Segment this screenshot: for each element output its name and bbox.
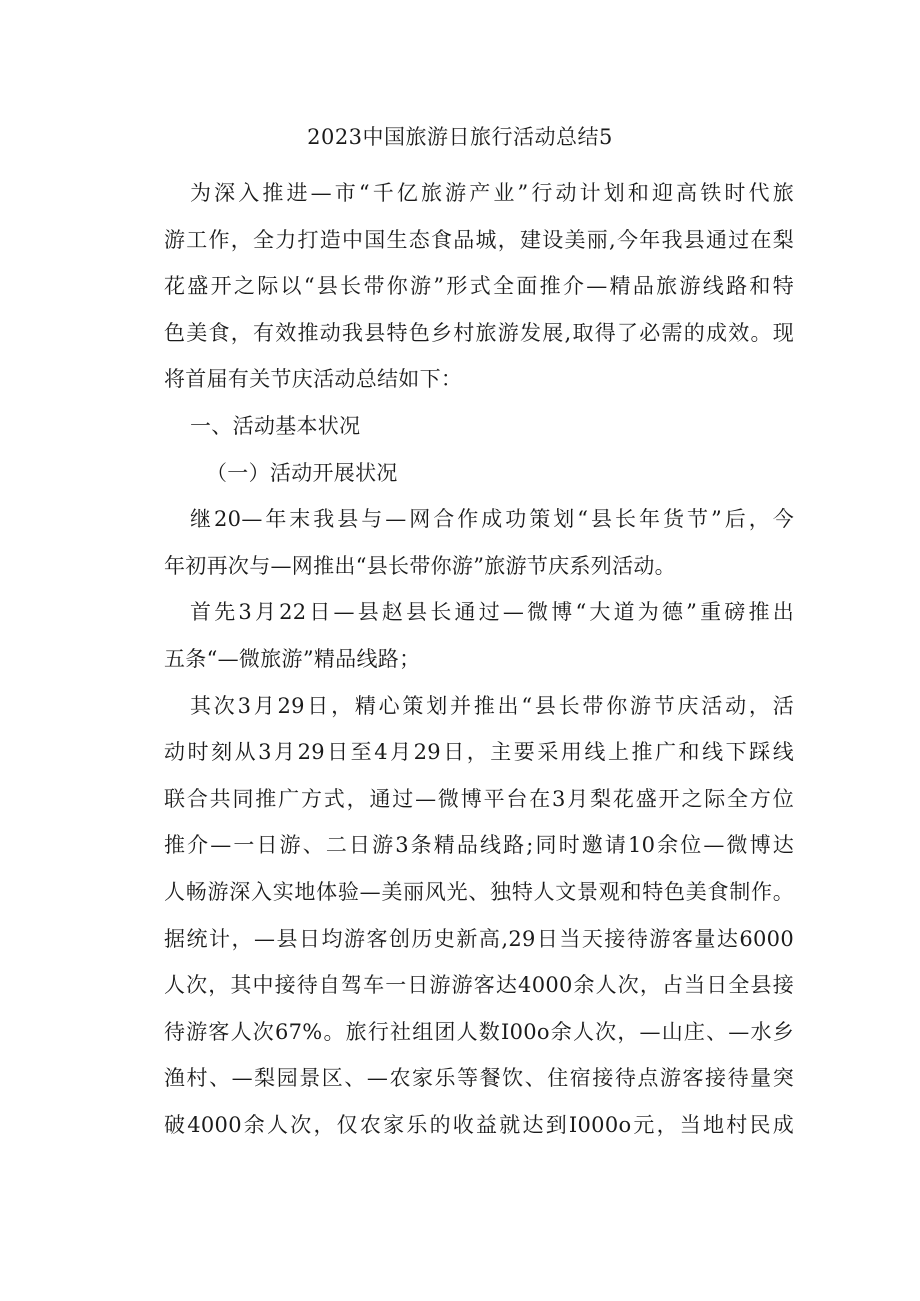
paragraph-line: 五条“—微旅游”精品线路； — [164, 646, 421, 671]
paragraph-line: 色美食，有效推动我县特色乡村旅游发展,取得了必需的成效。现 — [164, 320, 794, 345]
paragraph-line: 花盛开之际以“县长带你游”形式全面推介—精品旅游线路和特 — [164, 274, 794, 299]
paragraph-line: 人畅游深入实地体验—美丽风光、独特人文景观和特色美食制作。 — [164, 879, 794, 904]
paragraph-line: 继20—年末我县与—网合作成功策划“县长年货节”后，今 — [190, 507, 794, 532]
paragraph-line: 推介—一日游、二日游3条精品线路;同时邀请10余位—微博达 — [164, 833, 794, 858]
document-body — [164, 170, 794, 1148]
paragraph-line: 渔村、—梨园景区、—农家乐等餐饮、住宿接待点游客接待量突 — [164, 1066, 794, 1091]
paragraph-line: 动时刻从3月29日至4月29日，主要采用线上推广和线下踩线 — [164, 740, 794, 765]
paragraph-line: 其次3月29日，精心策划并推出“县长带你游节庆活动，活 — [190, 693, 794, 718]
paragraph-line: 年初再次与—网推出“县长带你游”旅游节庆系列活动。 — [164, 553, 676, 578]
paragraph-line: 待游客人次67%。旅行社组团人数I00o余人次，—山庄、—水乡 — [164, 1019, 794, 1044]
paragraph-line: 联合共同推广方式，通过—微博平台在3月梨花盛开之际全方位 — [164, 786, 794, 811]
subsection-heading: （一）活动开展状况 — [206, 460, 398, 485]
paragraph-line: 破4000余人次，仅农家乐的收益就达到I000o元，当地村民成 — [164, 1112, 794, 1137]
paragraph-line: 据统计，—县日均游客创历史新高,29日当天接待游客量达6000 — [164, 926, 794, 951]
paragraph-line: 首先3月22日—县赵县长通过—微博“大道为德”重磅推出 — [190, 600, 794, 625]
section-heading: 一、活动基本状况 — [190, 413, 361, 438]
paragraph-line: 游工作，全力打造中国生态食品城，建设美丽,今年我县通过在梨 — [164, 227, 794, 252]
paragraph-line: 将首届有关节庆活动总结如下： — [164, 367, 463, 392]
paragraph-line: 为深入推进—市“千亿旅游产业”行动计划和迎高铁时代旅 — [190, 181, 794, 205]
paragraph-line: 人次，其中接待自驾车一日游游客达4000余人次，占当日全县接 — [164, 973, 794, 998]
document-title: 2023中国旅游日旅行活动总结5 — [307, 125, 613, 149]
